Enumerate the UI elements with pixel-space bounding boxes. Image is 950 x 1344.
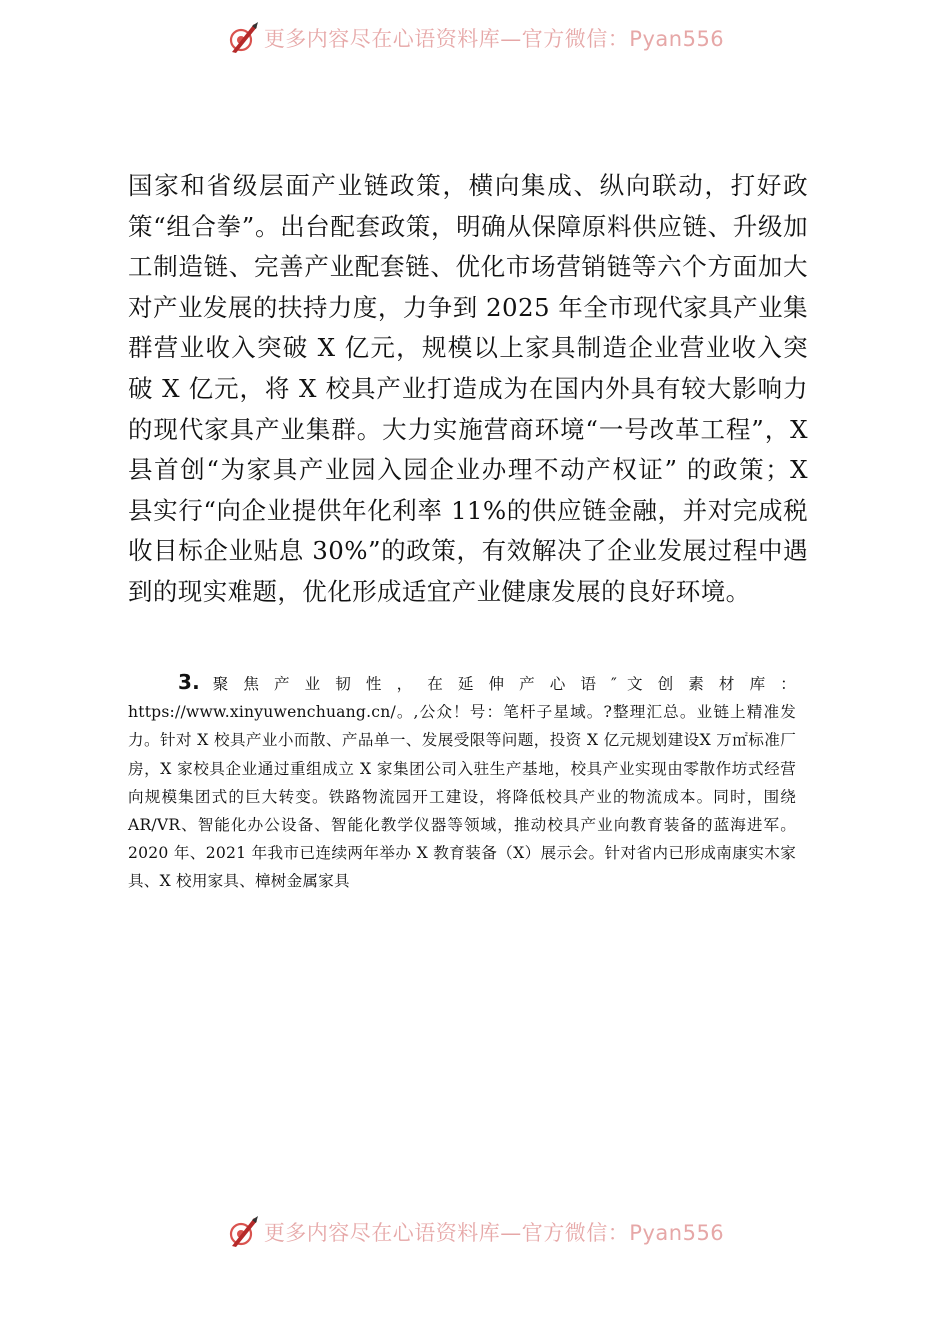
point-3-text: 聚 焦 产 业 韧 性 ， 在 延 伸 产 心 语 ″ 文 创 素 材 库 ： https://www.xinyuwenchuang.cn/。,公众！号：笔杆子星域。?整理汇总。业链上精准发力。针对 X 校具产业小而散、产品单一、发展受限等问题，投资 X 亿元规划建设X 万㎡标准厂房，X 家校具企业通过重组成立 X 家集团公司入驻生产基地，校具产业实现由零散作坊式经营向规模集团式的巨大转变。铁路物流园开工建设，将降低校具产业的物流成本。同时，围绕 AR/VR、智能化办公设备、智能化教学仪器等领域，推动校具产业向教育装备的蓝海进军。2020 年、2021 年我市已连续两年举办 X 教育装备（X）展示会。针对省内已形成南康实木家具、X 校用家具、樟树金属家具 <box>128 675 796 891</box>
quill-logo-icon <box>226 21 260 55</box>
quill-logo-icon <box>226 1215 260 1249</box>
main-paragraph: 国家和省级层面产业链政策，横向集成、纵向联动，打好政策“组合拳”。出台配套政策，明确从保障原料供应链、升级加工制造链、完善产业配套链、优化市场营销链等六个方面加大对产业发展的扶持力度，力争到 2025 年全市现代家具产业集群营业收入突破 X 亿元，规模以上家具制造企业营业收入突破 X 亿元，将 X 校具产业打造成为在国内外具有较大影响力的现代家具产业集群。大力实施营商环境“一号改革工程”，X 县首创“为家具产业园入园企业办理不动产权证” 的政策；X 县实行“向企业提供年化利率 11%的供应链金融，并对完成税收目标企业贴息 30%”的政策，有效解决了企业发展过程中遇到的现实难题，优化形成适宜产业健康发展的良好环境。 <box>128 171 808 606</box>
watermark-banner-bottom <box>0 1212 950 1252</box>
point-number: 3. <box>178 670 200 694</box>
watermark-text: 更多内容尽在心语资料库—官方微信：Pyan556 <box>263 27 725 51</box>
point-3-paragraph <box>128 668 796 896</box>
watermark-text: 更多内容尽在心语资料库—官方微信：Pyan556 <box>263 1221 725 1245</box>
watermark-banner-top <box>0 18 950 58</box>
